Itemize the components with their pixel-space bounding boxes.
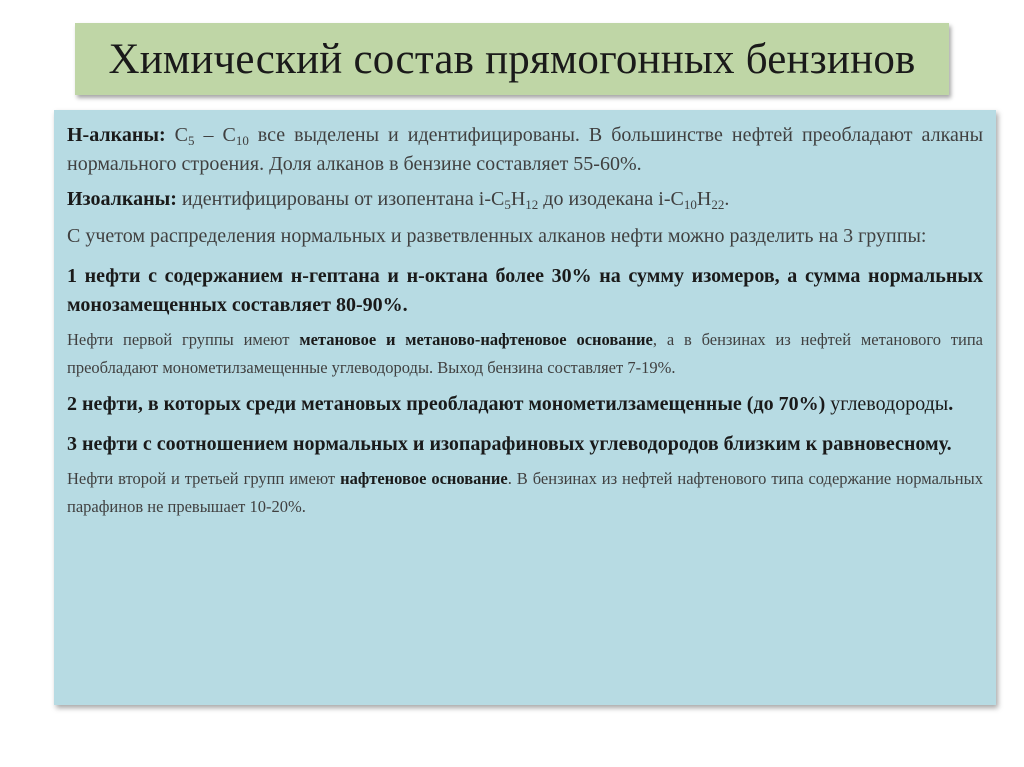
paragraph-group-1: [67, 262, 983, 320]
g23-details-bold: нафтеновое основание: [340, 469, 508, 488]
iso-sub-4: 22: [711, 196, 725, 212]
group-2-bold-2: .: [948, 393, 954, 415]
iso-text-3: до изодекана i-С: [538, 188, 684, 210]
g23-details-text-1: Нефти второй и третьей групп имеют: [67, 469, 341, 488]
n-alkanes-text: все выделены и идентифицированы. В большинстве нефтей преобладают алканы нормального строения. Доля алканов в бензине составляет 55-60%.: [67, 124, 984, 175]
formula-dash-c: – С: [194, 124, 236, 146]
paragraph-n-alkanes: [67, 121, 983, 179]
iso-sub-1: 5: [504, 196, 511, 212]
formula-c5: С: [174, 124, 188, 146]
iso-text-1: идентифицированы от изопентана i-С: [176, 188, 505, 210]
group-2-normal: углеводороды: [830, 393, 949, 415]
g1-details-text-1: Нефти первой группы имеют: [67, 330, 300, 349]
sub-10: 10: [235, 132, 249, 148]
iso-sub-3: 10: [683, 196, 697, 212]
paragraph-groups-intro: С учетом распределения нормальных и разветвленных алканов нефти можно разделить на 3 группы:: [67, 225, 927, 247]
sub-5: 5: [187, 132, 195, 148]
paragraph-isoalkanes: [67, 185, 983, 214]
g1-details-text-2: , а в бензинах из нефтей метанового типа преобладают монометилзамещенные углеводороды. Выход бензина составляет 7-19%.: [67, 330, 983, 377]
iso-sub-2: 12: [525, 196, 539, 212]
paragraph-group-1-details: [67, 326, 983, 382]
g1-details-bold: метановое и метаново-нафтеновое основание: [299, 330, 653, 349]
group-1-text: 1 нефти с содержанием н-гептана и н-октана более 30% на сумму изомеров, а сумма нормальных монозамещенных составляет 80-90%.: [67, 265, 983, 316]
group-3-text: 3 нефти с соотношением нормальных и изопарафиновых углеводородов близким к равновесному.: [67, 433, 952, 455]
label-isoalkanes: Изоалканы:: [67, 188, 177, 210]
paragraph-group-3: [67, 430, 983, 459]
content-panel: [54, 110, 996, 705]
title-banner: [75, 23, 949, 95]
g23-details-text-2: . В бензинах из нефтей нафтенового типа содержание нормальных парафинов не превышает 10-20%.: [67, 469, 983, 516]
paragraph-group-2-3-details: [67, 465, 983, 521]
group-2-bold-1: 2 нефти, в которых среди метановых преобладают монометилзамещенные (до 70%): [67, 393, 831, 415]
paragraph-group-2: [67, 390, 983, 419]
label-n-alkanes: Н-алканы:: [67, 124, 166, 146]
iso-text-5: .: [724, 188, 730, 210]
page-title: Химический состав прямогонных бензинов: [108, 35, 916, 83]
iso-text-4: Н: [696, 188, 712, 210]
iso-text-2: Н: [510, 188, 526, 210]
